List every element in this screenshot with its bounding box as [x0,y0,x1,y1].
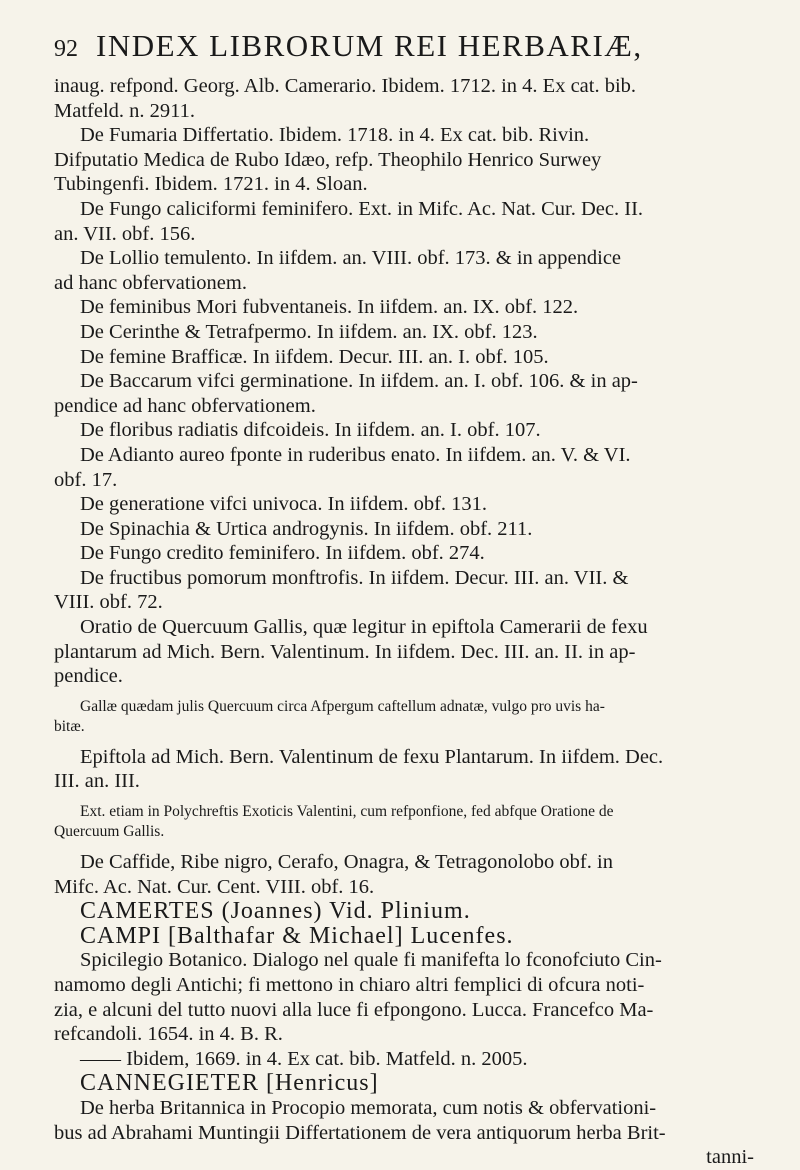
text-line: Epiftola ad Mich. Bern. Valentinum de fexu Plantarum. In iifdem. Dec. [80,745,664,768]
text-line: bitæ. [54,717,85,735]
text-line: De Spinachia & Urtica androgynis. In iifdem. obf. 211. [80,517,533,540]
index-entries [54,74,754,1170]
text-line: tanni- [706,1146,754,1169]
text-line: De Cerinthe & Tetrafpermo. In iifdem. an. IX. obf. 123. [80,320,538,343]
text-line: —— Ibidem, 1669. in 4. Ex cat. bib. Matfeld. n. 2005. [80,1047,528,1070]
text-line: De Baccarum vifci germinatione. In iifdem. an. I. obf. 106. & in ap- [80,370,638,393]
text-line: De Fumaria Differtatio. Ibidem. 1718. in 4. Ex cat. bib. Rivin. [80,124,590,147]
text-line: De feminibus Mori fubventaneis. In iifdem. an. IX. obf. 122. [80,296,579,319]
text-line: Oratio de Quercuum Gallis, quæ legitur in epiftola Camerarii de fexu [80,616,648,639]
text-line: zia, e alcuni del tutto nuovi alla luce fi efpongono. Lucca. Francefco Ma- [54,998,654,1021]
text-line: De Adianto aureo fponte in ruderibus enato. In iifdem. an. V. & VI. [80,443,631,466]
page-number: 92 [54,36,78,62]
text-line: bus ad Abrahami Muntingii Differtationem de vera antiquorum herba Brit- [54,1121,666,1144]
spacer [54,689,754,697]
text-line: inaug. refpond. Georg. Alb. Camerario. Ibidem. 1712. in 4. Ex cat. bib. [54,75,637,97]
text-line: obf. 17. [54,468,118,491]
text-line: Difputatio Medica de Rubo Idæo, refp. Theophilo Henrico Surwey [54,148,602,171]
text-line: De herba Britannica in Procopio memorata, cum notis & obfervationi- [80,1096,657,1119]
text-line: ad hanc obfervationem. [54,271,247,294]
text-line: plantarum ad Mich. Bern. Valentinum. In iifdem. Dec. III. an. II. in ap- [54,640,636,663]
text-line: VIII. obf. 72. [54,591,163,614]
text-line: CAMERTES (Joannes) Vid. Plinium. [80,898,471,925]
running-head: INDEX LIBRORUM REI HERBARIÆ, [96,28,643,63]
text-line: Tubingenfi. Ibidem. 1721. in 4. Sloan. [54,173,368,196]
text-line: De fructibus pomorum monftrofis. In iifdem. Decur. III. an. VII. & [80,566,629,589]
text-line: Quercuum Gallis. [54,823,165,841]
text-line: Gallæ quædam julis Quercuum circa Afpergum caftellum adnatæ, vulgo pro uvis ha- [80,697,605,715]
text-line: Spicilegio Botanico. Dialogo nel quale fi manifefta lo fconofciuto Cin- [80,949,662,972]
text-line: De floribus radiatis difcoideis. In iifdem. an. I. obf. 107. [80,419,541,442]
spacer [54,842,754,850]
text-line: De femine Brafficæ. In iifdem. Decur. III. an. I. obf. 105. [80,345,549,368]
page-header [54,28,754,64]
text-line: CAMPI [Balthafar & Michael] Lucenfes. [80,922,514,949]
text-line: pendice ad hanc obfervationem. [54,394,316,417]
text-line: CANNEGIETER [Henricus] [80,1070,379,1097]
text-line: an. VII. obf. 156. [54,222,196,245]
text-line: namomo degli Antichi; fi mettono in chiaro altri femplici di ofcura noti- [54,974,645,996]
text-line: Matfeld. n. 2911. [54,99,196,122]
text-line: refcandoli. 1654. in 4. B. R. [54,1023,283,1046]
text-line: III. an. III. [54,770,140,793]
text-line: De generatione vifci univoca. In iifdem. obf. 131. [80,493,488,516]
text-line: Mifc. Ac. Nat. Cur. Cent. VIII. obf. 16. [54,875,375,898]
text-line: De Caffide, Ribe nigro, Cerafo, Onagra, & Tetragonolobo obf. in [80,851,613,874]
text-line: Ext. etiam in Polychreftis Exoticis Valentini, cum refponfione, fed abfque Oratione de [80,803,614,821]
text-line: De Fungo credito feminifero. In iifdem. obf. 274. [80,542,485,565]
spacer [54,737,754,745]
spacer [54,794,754,802]
text-line: pendice. [54,665,123,688]
text-line: De Lollio temulento. In iifdem. an. VIII. obf. 173. & in appendice [80,247,622,270]
text-line: De Fungo caliciformi feminifero. Ext. in Mifc. Ac. Nat. Cur. Dec. II. [80,197,644,220]
